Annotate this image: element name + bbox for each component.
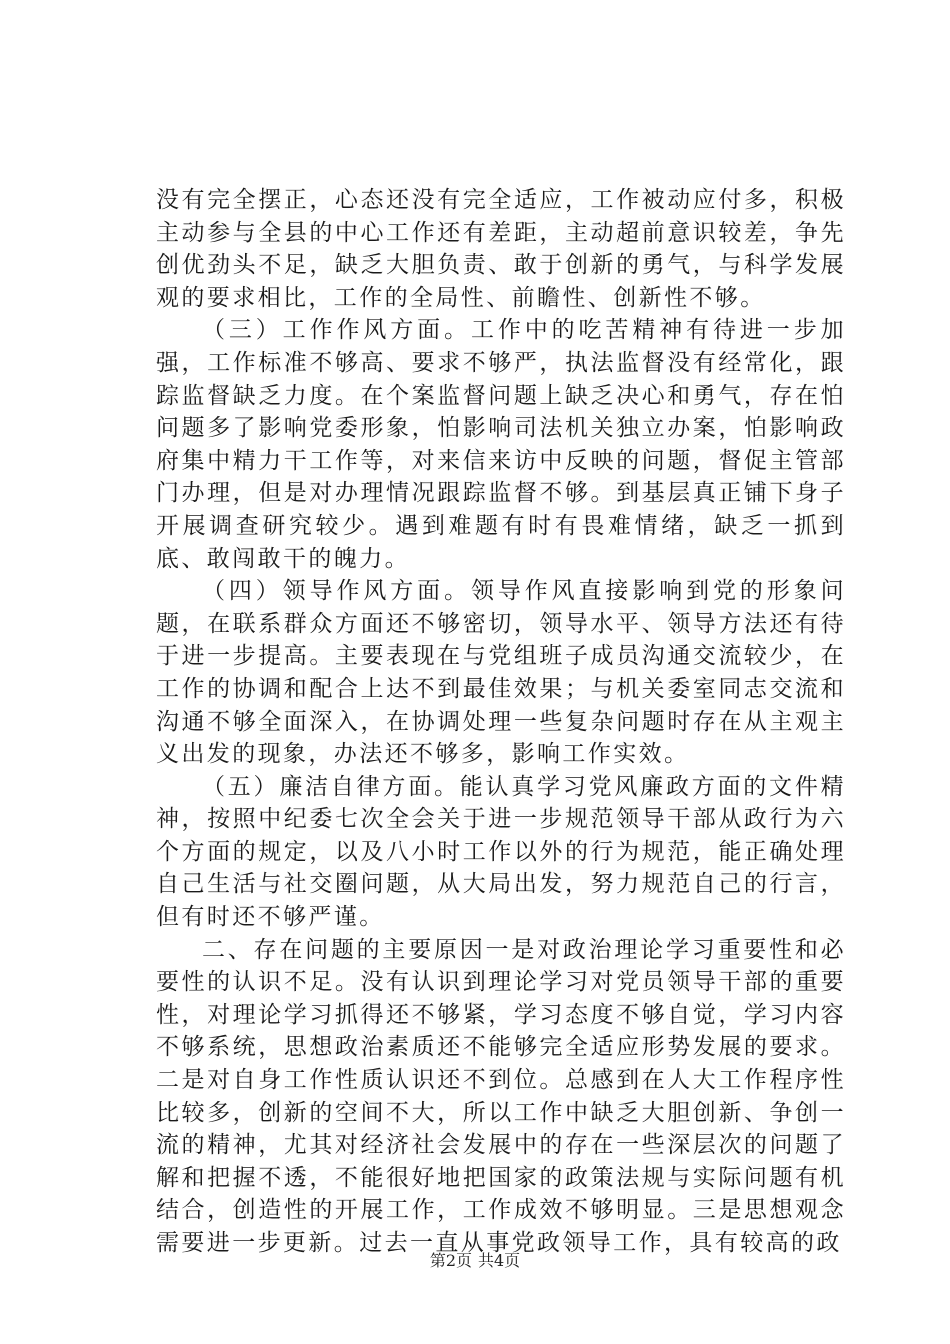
page-total: 共4页 [478, 1251, 521, 1270]
paragraph-continuation: 没有完全摆正，心态还没有完全适应，工作被动应付多，积极主动参与全县的中心工作还有差距，主动超前意识较差，争先创优劲头不足，缺乏大胆负责、敢于创新的勇气，与科学发展观的要求相比，工作的全局性、前瞻性、创新性不够。 [156, 187, 846, 311]
document-body [156, 184, 846, 1260]
paragraph-work-style: （三）工作作风方面。工作中的吃苦精神有待进一步加强，工作标准不够高、要求不够严，执法监督没有经常化，跟踪监督缺乏力度。在个案监督问题上缺乏决心和勇气，存在怕问题多了影响党委形象，怕影响司法机关独立办案，怕影响政府集中精力干工作等，对来信来访中反映的问题，督促主管部门办理，但是对办理情况跟踪监督不够。到基层真正铺下身子开展调查研究较少。遇到难题有时有畏难情绪，缺乏一抓到底、敢闯敢干的魄力。 [156, 317, 846, 572]
paragraph-integrity: （五）廉洁自律方面。能认真学习党风廉政方面的文件精神，按照中纪委七次全会关于进一步规范领导干部从政行为六个方面的规定，以及八小时工作以外的行为规范，能正确处理自己生活与社交圈问题，从大局出发，努力规范自己的行言，但有时还不够严谨。 [156, 773, 846, 931]
page-number: 第2页 [429, 1251, 472, 1270]
paragraph-leadership-style: （四）领导作风方面。领导作风直接影响到党的形象问题，在联系群众方面还不够密切，领导水平、领导方法还有待于进一步提高。主要表现在与党组班子成员沟通交流较少，在工作的协调和配合上达不到最佳效果；与机关委室同志交流和沟通不够全面深入，在协调处理一些复杂问题时存在从主观主义出发的现象，办法还不够多，影响工作实效。 [156, 578, 846, 768]
paragraph-root-causes: 二、存在问题的主要原因一是对政治理论学习重要性和必要性的认识不足。没有认识到理论学习对党员领导干部的重要性，对理论学习抓得还不够紧，学习态度不够自觉，学习内容不够系统，思想政治素质还不能够完全适应形势发展的要求。二是对自身工作性质认识还不到位。总感到在人大工作程序性比较多，创新的空间不大，所以工作中缺乏大胆创新、争创一流的精神，尤其对经济社会发展中的存在一些深层次的问题了解和把握不透，不能很好地把国家的政策法规与实际问题有机结合，创造性的开展工作，工作成效不够明显。三是思想观念需要进一步更新。过去一直从事党政领导工作，具有较高的政 [156, 936, 846, 1256]
page-footer [0, 1251, 950, 1271]
